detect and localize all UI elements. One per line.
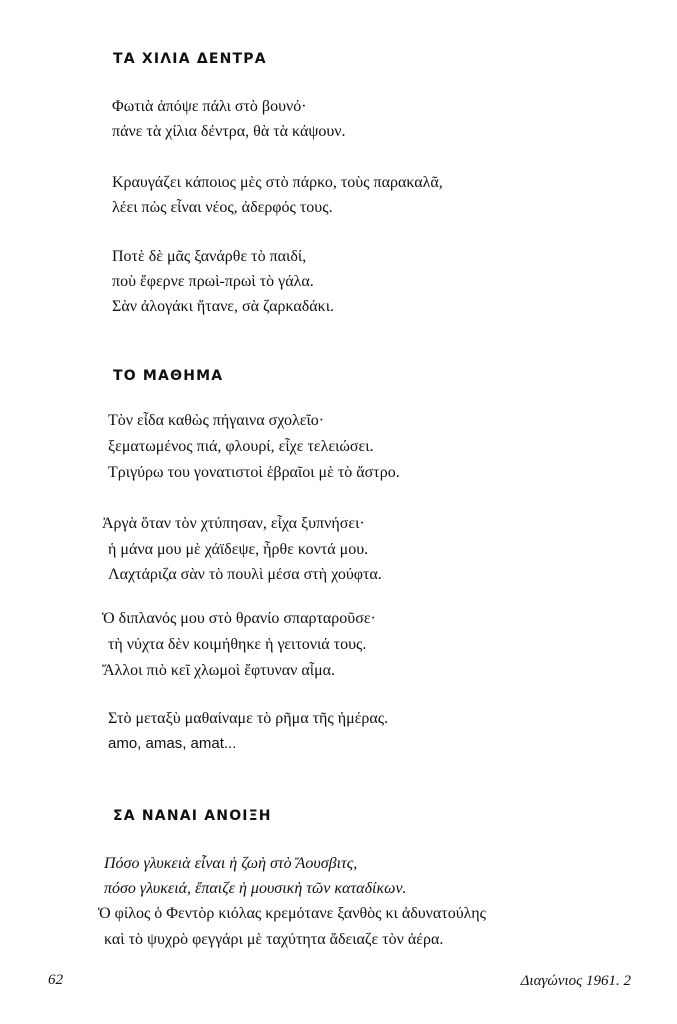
poem-line: Ὁ διπλανός μου στὸ θρανίο σπαρταροῦσε· — [102, 610, 376, 627]
page-number: 62 — [48, 972, 63, 988]
poem-line: Τριγύρω του γονατιστοὶ ἑβραῖοι μὲ τὸ ἄστρο. — [108, 464, 400, 481]
poem-title: ΤΑ ΧΙΛΙΑ ΔΕΝΤΡΑ — [113, 51, 267, 67]
poem-line: καὶ τὸ ψυχρὸ φεγγάρι μὲ ταχύτητα ἄδειαζε τὸν ἀέρα. — [104, 931, 444, 948]
poem-line: Ἀργὰ ὅταν τὸν χτύπησαν, εἶχα ξυπνήσει· — [102, 515, 365, 532]
poem-line: πάνε τὰ χίλια δέντρα, θὰ τὰ κάψουν. — [112, 123, 346, 140]
poem-line: Στὸ μεταξὺ μαθαίναμε τὸ ρῆμα τῆς ἡμέρας. — [108, 710, 389, 727]
poem-line: τὴ νύχτα δὲν κοιμήθηκε ἡ γειτονιά τους. — [108, 636, 367, 653]
poem-line: Ἄλλοι πιὸ κεῖ χλωμοὶ ἔφτυναν αἷμα. — [102, 662, 336, 679]
poem-line: Φωτιὰ ἀπόψε πάλι στὸ βουνό· — [112, 98, 307, 115]
poem-title: ΤΟ ΜΑΘΗΜΑ — [113, 368, 224, 384]
poem-title: ΣΑ ΝΑΝΑΙ ΑΝΟΙΞΗ — [113, 808, 272, 824]
poem-line: Σὰν ἀλογάκι ἤτανε, σὰ ζαρκαδάκι. — [112, 298, 335, 315]
poem-line: λέει πὼς εἶναι νέος, ἀδερφός τους. — [112, 199, 333, 216]
poem-line: Ὁ φίλος ὁ Φεντὸρ κιόλας κρεμότανε ξανθὸς κι ἀδυνατούλης — [98, 905, 486, 922]
poem-line: Τὸν εἶδα καθὼς πήγαινα σχολεῖο· — [108, 412, 325, 429]
poem-line: Λαχτάριζα σὰν τὸ πουλὶ μέσα στὴ χούφτα. — [108, 566, 382, 583]
poem-line: ποὺ ἔφερνε πρωὶ-πρωὶ τὸ γάλα. — [112, 273, 314, 290]
poem-line: Πόσο γλυκειὰ εἶναι ἡ ζωὴ στὸ Ἄουσβιτς, — [104, 855, 358, 872]
poem-line: Ποτὲ δὲ μᾶς ξανάρθε τὸ παιδί, — [112, 248, 307, 265]
poem-line: ἡ μάνα μου μὲ χάϊδεψε, ἦρθε κοντά μου. — [108, 541, 369, 558]
poem-line: ξεματωμένος πιά, φλουρί, εἶχε τελειώσει. — [108, 438, 374, 455]
poem-line: Κραυγάζει κάποιος μὲς στὸ πάρκο, τοὺς παρακαλᾶ, — [112, 174, 443, 191]
journal-footer: Διαγώνιος 1961. 2 — [520, 973, 631, 989]
poem-line: πόσο γλυκειά, ἔπαιζε ἡ μουσικὴ τῶν καταδίκων. — [104, 880, 407, 897]
poem-line: amo, amas, amat... — [108, 735, 237, 752]
